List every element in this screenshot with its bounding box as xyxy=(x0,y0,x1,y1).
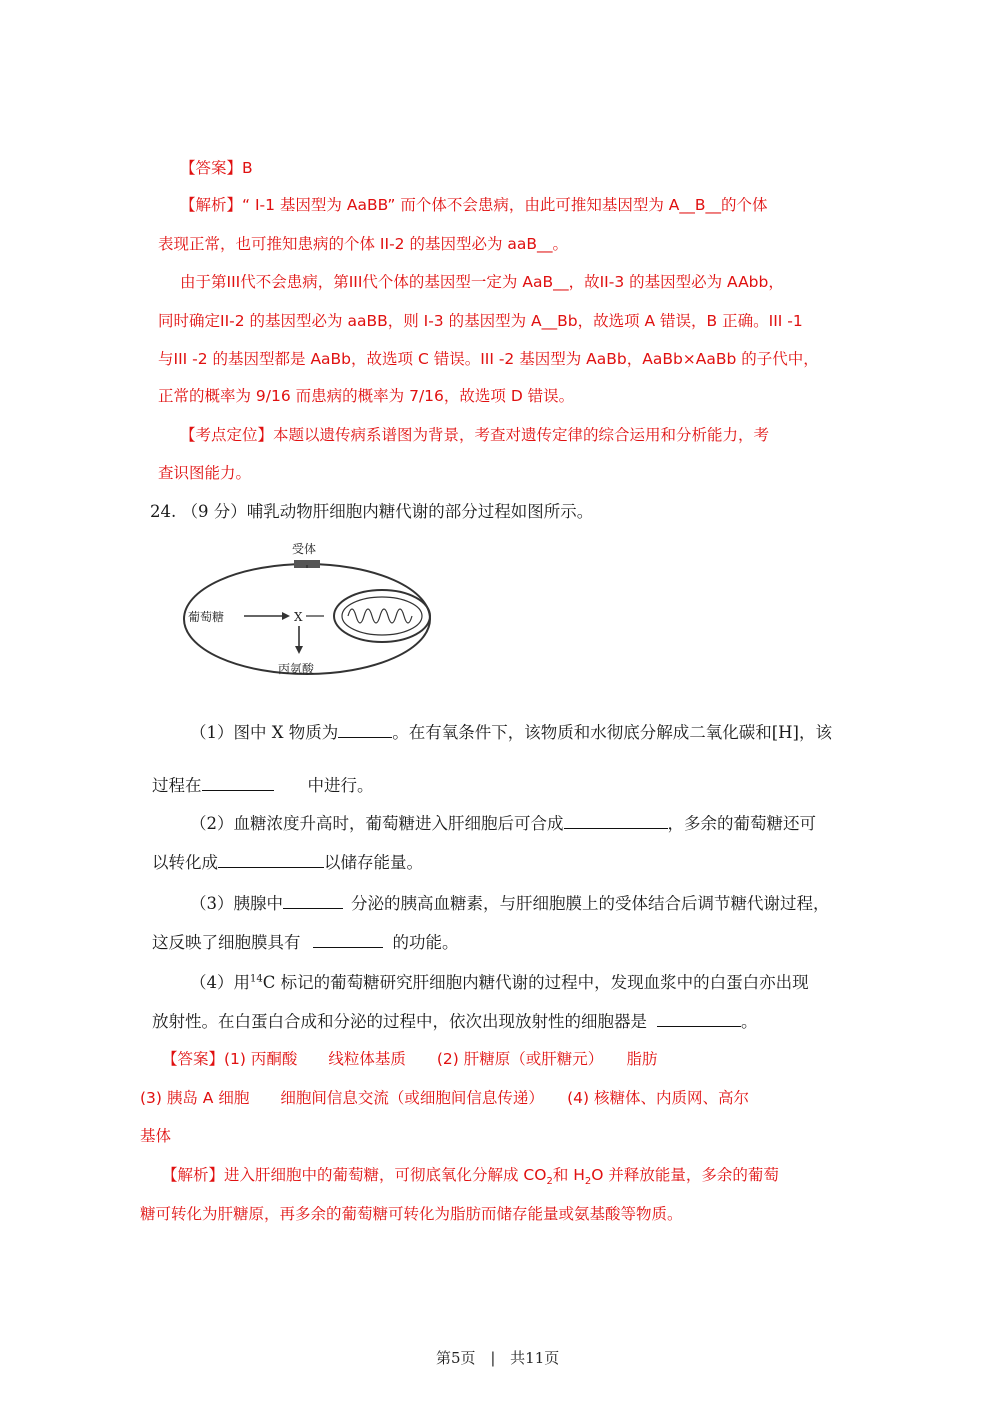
subq3-line2 xyxy=(152,929,459,953)
analysis-line-6: 正常的概率为 9/16 而患病的概率为 7/16，故选项 D 错误。 xyxy=(158,387,575,405)
subq1-text-a: （1）图中 X 物质为 xyxy=(190,723,339,742)
answer-label: 【答案】B xyxy=(180,159,253,177)
subq3-line1 xyxy=(190,890,830,914)
isotope-superscript: 14 xyxy=(250,973,263,985)
blank-4 xyxy=(218,853,324,868)
subq4-text-a: （4）用 xyxy=(190,973,250,992)
analysis24-text-b: 和 H xyxy=(552,1166,585,1184)
blank-7 xyxy=(657,1012,741,1027)
analysis-line-2: 表现正常，也可推知患病的个体 II-2 的基因型必为 aaB__。 xyxy=(158,235,569,253)
subq1-text-b: 。在有氧条件下，该物质和水彻底分解成二氧化碳和[H]，该 xyxy=(392,723,832,742)
x-label: X xyxy=(294,610,303,624)
subq1-line2 xyxy=(152,772,374,796)
analysis24-text-a: 【解析】进入肝细胞中的葡萄糖，可彻底氧化分解成 CO xyxy=(162,1166,547,1184)
analysis24-text-c: O 并释放能量，多余的葡萄 xyxy=(591,1166,779,1184)
cell-diagram xyxy=(182,536,442,686)
subq2-text-d: 以储存能量。 xyxy=(324,853,423,872)
subq4-text-c: 放射性。在白蛋白合成和分泌的过程中，依次出现放射性的细胞器是 xyxy=(152,1012,647,1031)
answer24-line3: 基体 xyxy=(140,1127,172,1145)
answer24-analysis-line2: 糖可转化为肝糖原，再多余的葡萄糖可转化为脂肪而储存能量或氨基酸等物质。 xyxy=(140,1205,683,1223)
footer-separator: | xyxy=(490,1349,496,1367)
blank-3 xyxy=(564,814,668,829)
answer24-line2: (3) 胰岛 A 细胞 细胞间信息交流（或细胞间信息传递） (4) 核糖体、内质网、高尔 xyxy=(140,1089,749,1107)
subq3-text-c: 这反映了细胞膜具有 xyxy=(152,933,301,952)
page-footer xyxy=(436,1347,559,1368)
subq4-line2 xyxy=(152,1008,758,1032)
cell-diagram-svg xyxy=(182,536,442,686)
h2o-subscript: 2 xyxy=(584,1176,592,1188)
kaodian-line-2: 查识图能力。 xyxy=(158,464,252,482)
answer24-analysis-line1 xyxy=(162,1163,779,1187)
subq4-text-b: C 标记的葡萄糖研究肝细胞内糖代谢的过程中，发现血浆中的白蛋白亦出现 xyxy=(262,973,809,992)
subq1-line1 xyxy=(190,719,832,743)
subq4-text-d: 。 xyxy=(741,1012,758,1031)
subq1-text-c: 过程在 xyxy=(152,776,202,795)
subq3-text-b: 分泌的胰高血糖素，与肝细胞膜上的受体结合后调节糖代谢过程， xyxy=(351,894,830,913)
blank-2 xyxy=(202,776,274,791)
receptor-label: 受体 xyxy=(292,542,317,556)
co2-subscript: 2 xyxy=(546,1176,553,1188)
kaodian-line-1: 【考点定位】本题以遗传病系谱图为背景，考查对遗传定律的综合运用和分析能力，考 xyxy=(180,426,770,444)
analysis-line-4: 同时确定II-2 的基因型必为 aaBB，则 I-3 的基因型为 A__Bb，故选项 A 错误，B 正确。III -1 xyxy=(158,312,803,330)
glucose-label: 葡萄糖 xyxy=(188,610,225,624)
analysis-line-5: 与III -2 的基因型都是 AaBb，故选项 C 错误。III -2 基因型为 AaBb，AaBb×AaBb 的子代中， xyxy=(158,350,819,368)
mitochondrion-cristae xyxy=(348,609,412,623)
subq3-text-a: （3）胰腺中 xyxy=(190,894,283,913)
analysis-line-3: 由于第III代不会患病，第III代个体的基因型一定为 AaB__，故II-3 的基因型必为 AAbb， xyxy=(180,273,784,291)
alanine-label: 丙氨酸 xyxy=(278,662,315,676)
subq1-text-d: 中进行。 xyxy=(307,776,374,795)
page-total: 共11页 xyxy=(510,1349,560,1367)
blank-1 xyxy=(338,723,392,738)
subq3-text-d: 的功能。 xyxy=(392,933,459,952)
subq4-line1 xyxy=(190,969,809,993)
question-stem: 24. （9 分）哺乳动物肝细胞内糖代谢的部分过程如图所示。 xyxy=(150,502,594,521)
subq2-line1 xyxy=(190,810,816,834)
answer24-line1: 【答案】(1) 丙酮酸 线粒体基质 (2) 肝糖原（或肝糖元） 脂肪 xyxy=(162,1050,658,1068)
page-number: 第5页 xyxy=(436,1349,476,1367)
subq2-text-b: ，多余的葡萄糖还可 xyxy=(667,814,816,833)
blank-5 xyxy=(283,894,343,909)
subq2-text-c: 以转化成 xyxy=(152,853,218,872)
subq2-text-a: （2）血糖浓度升高时，葡萄糖进入肝细胞后可合成 xyxy=(190,814,564,833)
blank-6 xyxy=(313,933,383,948)
analysis-line-1: 【解析】“ Ⅰ-1 基因型为 AaBB” 而个体不会患病，由此可推知基因型为 A__B__的个体 xyxy=(180,196,768,214)
mitochondrion-inner xyxy=(342,597,422,635)
subq2-line2 xyxy=(152,849,423,873)
